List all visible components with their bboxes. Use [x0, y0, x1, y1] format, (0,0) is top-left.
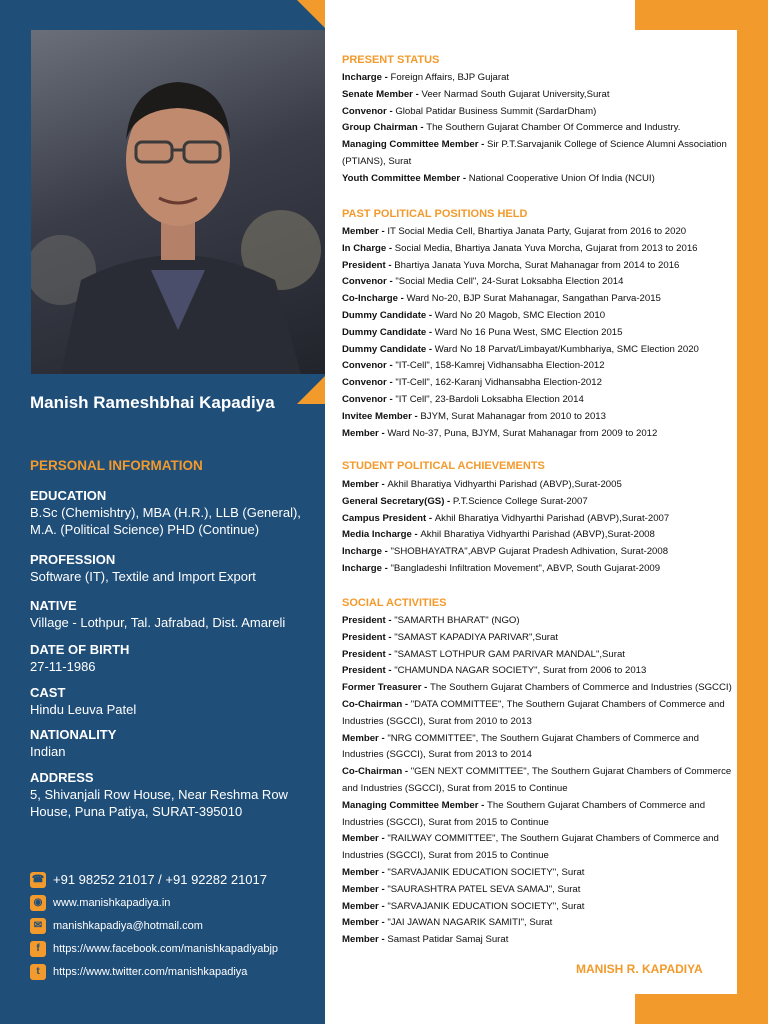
list-item — [342, 477, 732, 494]
list-item — [342, 241, 732, 258]
item-desc: "SARVAJANIK EDUCATION SOCIETY", Surat — [387, 900, 585, 912]
item-desc: Ward No 16 Puna West, SMC Election 2015 — [434, 326, 623, 338]
item-role: Co-Incharge - — [342, 293, 407, 305]
list-item — [342, 527, 732, 544]
item-role: Member - — [342, 479, 388, 490]
item-desc: "SAMAST KAPADIYA PARIVAR",Surat — [394, 631, 558, 643]
item-desc: "SHOBHAYATRA",ABVP Gujarat Pradesh Adhivation, Surat-2008 — [390, 546, 669, 558]
item-desc: "IT-Cell", 162-Karanj Vidhansabha Election-2012 — [395, 377, 602, 389]
list-item — [342, 358, 732, 375]
nationality-value: Indian — [30, 744, 66, 759]
item-role: Member - — [342, 732, 388, 744]
native-label: NATIVE — [30, 598, 77, 613]
twitter-text: https://www.twitter.com/manishkapadiya — [53, 965, 248, 978]
list-item — [342, 409, 732, 426]
past-positions-list — [342, 224, 732, 442]
item-desc: The Southern Gujarat Chambers of Commerce and Industries (SGCCI), Surat from 2015 to Continue — [342, 799, 706, 828]
contact-email[interactable] — [30, 914, 322, 937]
item-role: Convenor - — [342, 393, 396, 405]
list-item — [342, 87, 732, 104]
item-desc: Ward No 20 Magob, SMC Election 2010 — [434, 309, 606, 321]
item-desc: "CHAMUNDA NAGAR SOCIETY", Surat from 2006 to 2013 — [394, 665, 647, 677]
list-item — [342, 613, 732, 630]
item-desc: IT Social Media Cell, Bhartiya Janata Party, Gujarat from 2016 to 2020 — [387, 226, 687, 237]
contact-website[interactable] — [30, 891, 322, 914]
full-name: Manish Rameshbhai Kapadiya — [30, 393, 275, 412]
item-role: President - — [342, 665, 395, 677]
item-role: President - — [342, 631, 395, 643]
email-text: manishkapadiya@hotmail.com — [53, 919, 203, 932]
cast-value: Hindu Leuva Patel — [30, 702, 137, 717]
item-desc: "SAMAST LOTHPUR GAM PARIVAR MANDAL",Surat — [394, 648, 625, 660]
list-item — [342, 258, 732, 275]
list-item — [342, 561, 732, 578]
item-role: Member - — [342, 917, 388, 929]
personal-info-title: PERSONAL INFORMATION — [30, 458, 203, 473]
item-desc: "SARVAJANIK EDUCATION SOCIETY", Surat — [387, 866, 585, 878]
item-desc: Akhil Bharatiya Vidhyarthi Parishad (ABVP),Surat-2005 — [387, 479, 622, 490]
item-desc: Ward No-37, Puna, BJYM, Surat Mahanagar from 2009 to 2012 — [387, 427, 658, 439]
item-desc: "DATA COMMITTEE", The Southern Gujarat Chambers of Commerce and Industries (SGCCI), Surat from 2010 to 2013 — [342, 698, 725, 727]
native-block — [30, 597, 320, 631]
profession-block — [30, 551, 320, 585]
item-desc: "IT Cell", 23-Bardoli Loksabha Election 2014 — [395, 393, 584, 405]
list-item — [342, 831, 732, 865]
item-desc: "Social Media Cell", 24-Surat Loksabha Election 2014 — [395, 276, 624, 288]
list-item — [342, 70, 732, 87]
item-role: General Secretary(GS) - — [342, 495, 453, 507]
item-desc: National Cooperative Union Of India (NCUI) — [468, 172, 655, 184]
item-role: Incharge - — [342, 546, 391, 558]
item-role: Media Incharge - — [342, 529, 421, 541]
item-desc: "Bangladeshi Infiltration Movement", ABVP, South Gujarat-2009 — [390, 562, 661, 574]
signature-name: MANISH R. KAPADIYA — [576, 962, 703, 976]
item-desc: Veer Narmad South Gujarat University,Surat — [421, 88, 610, 100]
address-block — [30, 769, 320, 820]
present-status-title: PRESENT STATUS — [342, 54, 440, 66]
item-desc: "RAILWAY COMMITTEE", The Southern Gujarat Chambers of Commerce and Industries (SGCCI), Surat from 2015 to Continue — [342, 833, 719, 862]
address-value: 5, Shivanjali Row House, Near Reshma Row House, Puna Patiya, SURAT-395010 — [30, 787, 288, 819]
list-item — [342, 697, 732, 731]
mail-icon: ✉ — [30, 918, 46, 934]
nationality-label: NATIONALITY — [30, 727, 117, 742]
education-label: EDUCATION — [30, 488, 107, 503]
dob-value: 27-11-1986 — [30, 659, 96, 674]
list-item — [342, 494, 732, 511]
list-item — [342, 224, 732, 241]
item-role: President - — [342, 615, 395, 626]
item-desc: Global Patidar Business Summit (SardarDham) — [395, 105, 597, 117]
cast-label: CAST — [30, 685, 66, 700]
student-achievements-title: STUDENT POLITICAL ACHIEVEMENTS — [342, 460, 545, 472]
item-role: In Charge - — [342, 242, 395, 254]
contact-facebook[interactable] — [30, 937, 322, 960]
list-item — [342, 171, 732, 188]
list-item — [342, 764, 732, 798]
item-desc: "GEN NEXT COMMITTEE", The Southern Gujarat Chambers of Commerce and Industries (SGCCI), Surat from 2015 to Continue — [342, 766, 732, 794]
list-item — [342, 426, 732, 443]
item-role: Invitee Member - — [342, 410, 421, 422]
item-role: Member - — [342, 226, 388, 237]
student-achievements-list — [342, 477, 732, 578]
list-item — [342, 325, 732, 342]
item-desc: BJYM, Surat Mahanagar from 2010 to 2013 — [420, 410, 606, 422]
item-role: Convenor - — [342, 276, 396, 288]
list-item — [342, 375, 732, 392]
item-role: Member - — [342, 900, 388, 912]
present-status-list — [342, 70, 732, 188]
item-role: Member - — [342, 833, 388, 845]
native-value: Village - Lothpur, Tal. Jafrabad, Dist. Amareli — [30, 615, 286, 630]
list-item — [342, 882, 732, 899]
phone-icon: ☎ — [30, 872, 46, 888]
item-role: Dummy Candidate - — [342, 326, 435, 338]
item-role: Convenor - — [342, 105, 396, 117]
list-item — [342, 342, 732, 359]
list-item — [342, 680, 732, 697]
item-role: President - — [342, 648, 395, 660]
item-desc: The Southern Gujarat Chamber Of Commerce and Industry. — [426, 122, 681, 134]
list-item — [342, 120, 732, 137]
facebook-text: https://www.facebook.com/manishkapadiyabjp — [53, 942, 279, 955]
item-desc: The Southern Gujarat Chambers of Commerce and Industries (SGCCI) — [429, 682, 732, 694]
profile-photo — [31, 30, 325, 374]
list-item — [342, 392, 732, 409]
education-block — [30, 487, 320, 538]
item-desc: Foreign Affairs, BJP Gujarat — [390, 72, 510, 83]
list-item — [342, 544, 732, 561]
item-role: Member - — [342, 427, 388, 439]
website-text: www.manishkapadiya.in — [53, 896, 171, 909]
item-role: Incharge - — [342, 562, 391, 574]
education-value: B.Sc (Chemishtry), MBA (H.R.), LLB (General), M.A. (Political Science) PHD (Continue) — [30, 505, 301, 537]
item-role: Co-Chairman - — [342, 766, 411, 778]
item-desc: "SAURASHTRA PATEL SEVA SAMAJ", Surat — [387, 883, 581, 895]
globe-icon: ◉ — [30, 895, 46, 911]
list-item — [342, 798, 732, 832]
item-role: Youth Committee Member - — [342, 172, 469, 184]
item-desc: P.T.Science College Surat-2007 — [452, 495, 588, 507]
item-desc: Ward No-20, BJP Surat Mahanagar, Sangathan Parva-2015 — [406, 293, 661, 305]
item-role: President - — [342, 259, 395, 271]
item-desc: Akhil Bharatiya Vidhyarthi Parishad (ABVP),Surat-2008 — [420, 529, 655, 541]
item-role: Managing Committee Member - — [342, 799, 487, 811]
item-desc: Social Media, Bhartiya Janata Yuva Morcha, Gujarat from 2013 to 2016 — [394, 242, 698, 254]
list-item — [342, 291, 732, 308]
contact-phone[interactable] — [30, 868, 322, 891]
item-desc: Ward No 18 Parvat/Limbayat/Kumbhariya, SMC Election 2020 — [434, 343, 699, 355]
address-label: ADDRESS — [30, 770, 94, 785]
phone-text: +91 98252 21017 / +91 92282 21017 — [53, 872, 267, 887]
list-item — [342, 663, 732, 680]
item-desc: "JAI JAWAN NAGARIK SAMITI", Surat — [387, 917, 553, 929]
item-role: Convenor - — [342, 360, 396, 372]
social-activities-list — [342, 613, 732, 949]
item-role: Former Treasurer - — [342, 682, 430, 694]
list-item — [342, 915, 732, 932]
item-role: Dummy Candidate - — [342, 309, 435, 321]
list-item — [342, 104, 732, 121]
facebook-icon: f — [30, 941, 46, 957]
twitter-icon: t — [30, 964, 46, 980]
list-item — [342, 274, 732, 291]
item-role: Group Chairman - — [342, 122, 427, 134]
item-role: Co-Chairman - — [342, 698, 411, 710]
item-role: Member - — [342, 866, 388, 878]
list-item — [342, 647, 732, 664]
item-desc: Akhil Bharatiya Vidhyarthi Parishad (ABVP),Surat-2007 — [434, 512, 670, 524]
dob-block — [30, 641, 320, 675]
item-role: Member - — [342, 883, 388, 895]
item-role: Senate Member - — [342, 88, 422, 100]
item-role: Dummy Candidate - — [342, 343, 435, 355]
item-role: Campus President - — [342, 512, 435, 524]
list-item — [342, 932, 732, 949]
item-desc: "NRG COMMITTEE", The Southern Gujarat Chambers of Commerce and Industries (SGCCI), Surat from 2013 to 2014 — [342, 732, 699, 761]
list-item — [342, 865, 732, 882]
contact-list — [30, 868, 322, 983]
list-item — [342, 511, 732, 528]
contact-twitter[interactable] — [30, 960, 322, 983]
item-role: Incharge - — [342, 72, 391, 83]
item-role: Managing Committee Member - — [342, 139, 487, 151]
item-role: Member - — [342, 934, 388, 946]
item-desc: "SAMARTH BHARAT" (NGO) — [394, 615, 520, 626]
item-desc: Sir P.T.Sarvajanik College of Science Alumni Association (PTIANS), Surat — [342, 139, 727, 167]
dob-label: DATE OF BIRTH — [30, 642, 130, 657]
list-item — [342, 731, 732, 765]
list-item — [342, 137, 732, 171]
list-item — [342, 308, 732, 325]
item-desc: Bhartiya Janata Yuva Morcha, Surat Mahanagar from 2014 to 2016 — [394, 259, 680, 271]
social-activities-title: SOCIAL ACTIVITIES — [342, 597, 447, 609]
nationality-block — [30, 726, 320, 760]
item-desc: "IT-Cell", 158-Kamrej Vidhansabha Election-2012 — [395, 360, 605, 372]
list-item — [342, 630, 732, 647]
cast-block — [30, 684, 320, 718]
list-item — [342, 899, 732, 916]
item-desc: Samast Patidar Samaj Surat — [387, 934, 509, 946]
profession-value: Software (IT), Textile and Import Export — [30, 569, 256, 584]
profession-label: PROFESSION — [30, 552, 116, 567]
item-role: Convenor - — [342, 377, 396, 389]
past-positions-title: PAST POLITICAL POSITIONS HELD — [342, 208, 528, 220]
